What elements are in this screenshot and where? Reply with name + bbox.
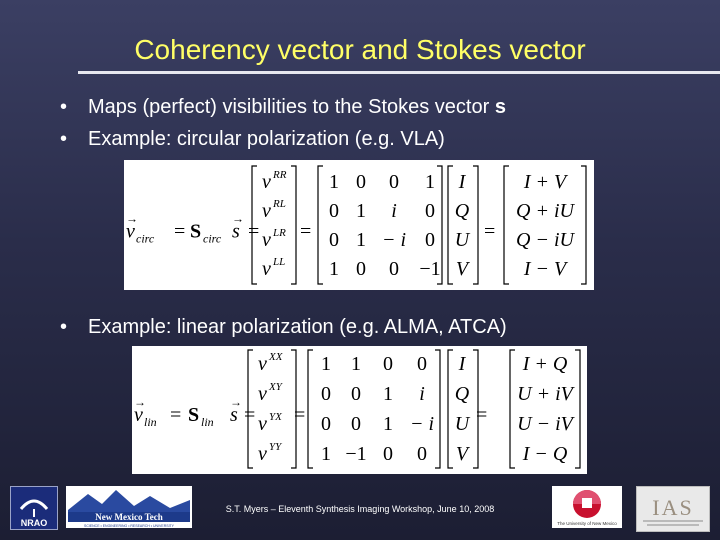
stokes-element: V [455,443,469,465]
nmt-logo [66,486,192,528]
stokes-s-symbol: s [230,404,238,426]
stokes-element: U [454,229,470,251]
stokes-bracket-left [448,166,453,284]
matrix-cell: 0 [425,229,435,251]
equals-sign: = [484,220,496,243]
coherency-superscript: LL [273,256,286,268]
stokes-element: I [458,171,466,193]
coherency-superscript: LR [273,227,286,239]
matrix-cell: −1 [345,443,367,465]
result-bracket-left [504,166,509,284]
bullet-text: Maps (perfect) visibilities to the Stokes vector [88,96,495,118]
coherency-element: v [258,413,267,435]
vector-arrow-glyph: → [232,211,244,226]
matrix-cell: 1 [356,229,366,251]
stokes-element: Q [454,383,470,405]
matrix-cell: 0 [329,200,339,222]
matrix-cell: 0 [383,353,393,375]
bullet-text: Example: linear polarization (e.g. ALMA, ATCA) [88,316,507,338]
nmt-mountain-icon [66,486,192,528]
S-subscript: circ [203,231,222,246]
lhs-v-symbol: v [134,404,143,426]
equation-linear [132,346,587,474]
result-bracket-right [581,166,586,284]
matrix-cell: 0 [356,171,366,193]
stokes-element: U [454,413,470,435]
equation-circular [124,160,594,290]
matrix-cell: 0 [425,200,435,222]
ias-emblem-icon [637,487,709,531]
unm-seal-icon [552,486,622,528]
result-element: I + V [523,171,567,193]
matrix-cell: 1 [329,258,339,280]
nmt-logo-name: New Mexico Tech [95,512,163,522]
matrix-cell: 1 [425,171,435,193]
bullet-item: • Example: circular polarization (e.g. VLA) [60,128,445,150]
stokes-element: I [458,353,466,375]
matrix-cell: i [419,383,425,405]
result-element: Q − iU [516,229,574,251]
bullet-bold-symbol: s [494,96,506,118]
stokes-element: Q [454,200,470,222]
stokes-element: V [455,258,469,280]
equation-circular-svg [124,160,594,290]
footer-text: S.T. Myers – Eleventh Synthesis Imaging Workshop, June 10, 2008 [225,504,495,514]
unm-logo [552,486,622,528]
matrix-cell: 0 [389,258,399,280]
matrix-bracket-right [435,350,440,468]
equals-sign: = [170,404,182,426]
coherency-element: v [258,383,267,405]
slide-title: Coherency vector and Stokes vector [134,34,586,65]
matrix-cell: 1 [351,353,361,375]
matrix-cell: 1 [383,383,393,405]
matrix-cell: 1 [329,171,339,193]
matrix-cell: 1 [321,443,331,465]
equals-sign: = [300,220,312,243]
stokes-bracket-left [448,350,453,468]
S-matrix-symbol: S [188,404,200,426]
matrix-cell: −1 [419,258,441,280]
matrix-cell: 0 [417,353,427,375]
lhs-v-subscript: circ [136,231,155,246]
matrix-cell: 0 [351,383,361,405]
lhs-v-symbol: v [126,220,135,243]
result-element: I − Q [522,443,568,465]
bullet-text: Example: circular polarization (e.g. VLA) [88,128,445,150]
coherency-element: v [262,200,271,222]
matrix-cell: i [391,200,397,222]
matrix-cell: 1 [383,413,393,435]
matrix-cell: 1 [321,353,331,375]
unm-logo-text: The University of New Mexico [557,521,617,526]
equals-sign: = [476,404,488,426]
matrix-cell: 0 [321,413,331,435]
nmt-logo-tagline: SCIENCE • ENGINEERING • RESEARCH • UNIVERSITY [83,524,175,528]
coherency-element: v [258,443,267,465]
matrix-cell: 0 [356,258,366,280]
vector-arrow-glyph: → [230,395,242,409]
equals-sign: = [248,220,260,243]
coherency-element: v [262,258,271,280]
nrao-dish-icon [11,487,57,529]
result-element: U + iV [517,383,573,405]
matrix-cell: 1 [356,200,366,222]
result-element: I − V [523,258,567,280]
nrao-logo [10,486,58,530]
result-element: U − iV [517,413,573,435]
S-matrix-symbol: S [190,220,202,243]
matrix-cell: 0 [389,171,399,193]
matrix-bracket-left [308,350,313,468]
lhs-v-subscript: lin [144,415,157,429]
coherency-superscript: YY [269,441,282,453]
title-underline [78,71,720,74]
bullet-item: • Maps (perfect) visibilities to the Stokes vector s [60,96,506,118]
ias-logo-text: IAS [652,495,694,520]
result-element: I + Q [522,353,568,375]
matrix-cell: 0 [417,443,427,465]
S-subscript: lin [201,415,214,429]
coherency-superscript: XX [269,351,283,363]
matrix-cell: 0 [383,443,393,465]
matrix-cell: 0 [321,383,331,405]
coherency-element: v [258,353,267,375]
equation-linear-svg [132,346,587,474]
matrix-bracket-left [318,166,323,284]
nrao-logo-text: NRAO [20,518,48,528]
coherency-superscript: YX [269,411,282,423]
coherency-superscript: XY [269,381,282,393]
equals-sign: = [174,220,186,243]
vector-arrow-glyph: → [134,395,146,409]
result-bracket-left [510,350,515,468]
stokes-bracket-right [473,166,478,284]
result-bracket-right [575,350,580,468]
matrix-cell: − i [409,413,435,435]
matrix-cell: 0 [329,229,339,251]
coherency-element: v [262,171,271,193]
bullet-item: • Example: linear polarization (e.g. ALMA, ATCA) [60,316,507,338]
vector-bracket-right [291,166,296,284]
coherency-superscript: RR [273,169,287,181]
matrix-cell: − i [381,229,407,251]
coherency-superscript: RL [273,198,286,210]
equals-sign: = [244,404,256,426]
vector-arrow-glyph: → [126,211,138,226]
ias-logo [636,486,710,532]
coherency-element: v [262,229,271,251]
matrix-cell: 0 [351,413,361,435]
stokes-s-symbol: s [232,220,240,243]
result-element: Q + iU [516,200,574,222]
equals-sign: = [294,404,306,426]
